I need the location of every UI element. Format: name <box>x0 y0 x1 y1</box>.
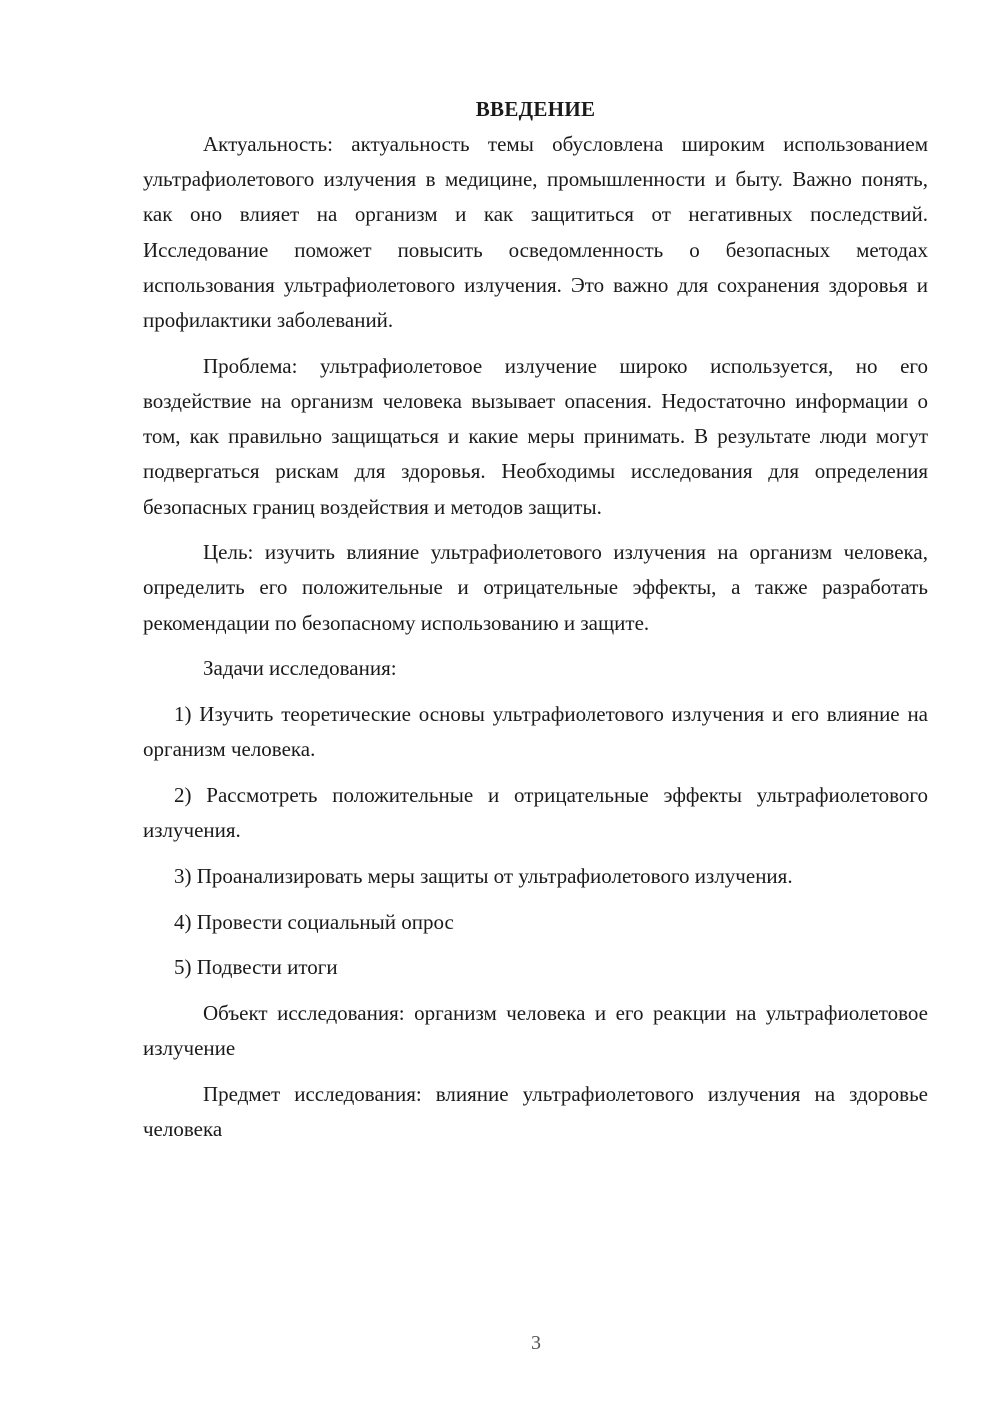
tasks-heading: Задачи исследования: <box>203 656 397 681</box>
task-item-1: 1) Изучить теоретические основы ультрафиолетового излучения и его влияние на организм человека. <box>143 702 928 762</box>
task-item-3: 3) Проанализировать меры защиты от ультрафиолетового излучения. <box>174 863 793 888</box>
task-item-5: 5) Подвести итоги <box>174 955 338 980</box>
document-title: ВВЕДЕНИЕ <box>475 97 596 121</box>
task-item-4: 4) Провести социальный опрос <box>174 909 454 934</box>
page-number: 3 <box>531 1332 541 1354</box>
task-item-2: 2) Рассмотреть положительные и отрицательные эффекты ультрафиолетового излучения. <box>143 782 928 843</box>
paragraph-subject: Предмет исследования: влияние ультрафиолетового излучения на здоровье человека <box>143 1081 928 1142</box>
paragraph-goal: Цель: изучить влияние ультрафиолетового излучения на организм человека, определить его положительные и отрицательные эффекты, а также разработать рекомендации по безопасному использованию и защите. <box>143 540 928 635</box>
paragraph-problem: Проблема: ультрафиолетовое излучение широко используется, но его воздействие на организм человека вызывает опасения. Недостаточно информации о том, как правильно защищаться и какие меры принимать. В результате люди могут подвергаться рискам для здоровья. Необходимы исследования для определения безопасных границ воздействия и методов защиты. <box>143 353 928 519</box>
document-page <box>143 92 928 1158</box>
paragraph-relevance: Актуальность: актуальность темы обусловлена широким использованием ультрафиолетового излучения в медицине, промышленности и быту. Важно понять, как оно влияет на организм и как защититься от негативных последствий. Исследование поможет повысить осведомленность о безопасных методах использования ультрафиолетового излучения. Это важно для сохранения здоровья и профилактики заболеваний. <box>143 132 928 333</box>
paragraph-object: Объект исследования: организм человека и его реакции на ультрафиолетовое излучение <box>143 1000 928 1061</box>
